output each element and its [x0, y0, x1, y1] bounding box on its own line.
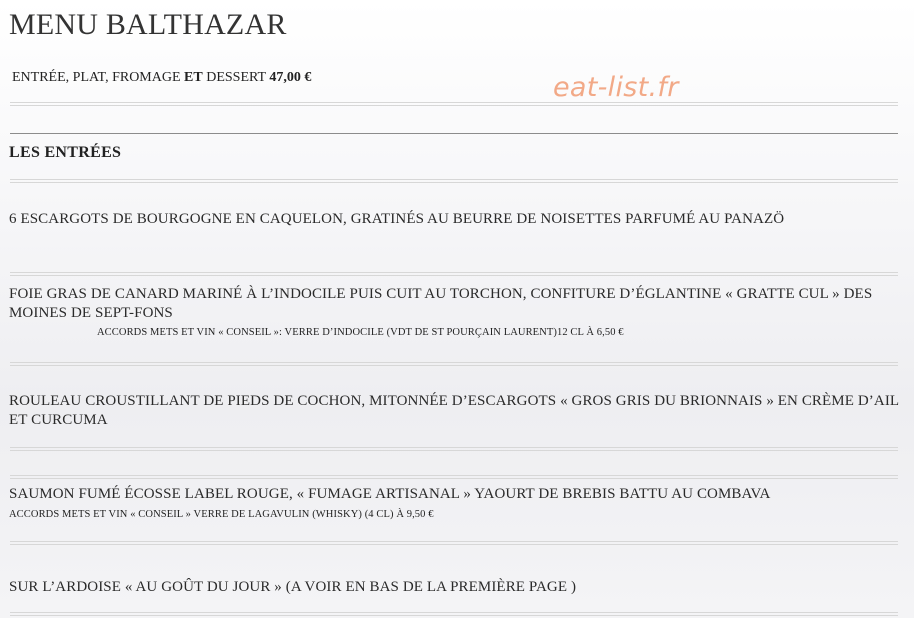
- menu-item: 6 ESCARGOTS DE BOURGOGNE EN CAQUELON, GRATINÉS AU BEURRE DE NOISETTES PARFUMÉ AU PANAZÖ: [9, 211, 785, 227]
- menu-item: FOIE GRAS DE CANARD MARINÉ À L’INDOCILE PUIS CUIT AU TORCHON, CONFITURE D’ÉGLANTINE « GRATTE CUL » DES MOINES DE SEPT-FONS: [9, 286, 873, 321]
- formula-dessert: DESSERT: [202, 70, 270, 85]
- divider: [10, 541, 898, 545]
- formula-price: 47,00 €: [269, 70, 312, 85]
- menu-item: SAUMON FUMÉ ÉCOSSE LABEL ROUGE, « FUMAGE ARTISANAL » YAOURT DE BREBIS BATTU AU COMBAVA: [9, 486, 771, 502]
- divider: [10, 179, 898, 183]
- wine-pairing: ACCORDS METS ET VIN « CONSEIL » VERRE DE LAGAVULIN (WHISKY) (4 CL) À 9,50 €: [9, 509, 434, 520]
- divider: [10, 447, 898, 451]
- watermark: eat-list.fr: [553, 72, 679, 103]
- divider: [10, 612, 898, 616]
- wine-pairing: ACCORDS METS ET VIN « CONSEIL »: VERRE D’INDOCILE (VDT DE ST POURÇAIN LAURENT)12 CL À 6,50 €: [97, 327, 624, 338]
- divider: [10, 362, 898, 366]
- menu-item: SUR L’ARDOISE « AU GOÛT DU JOUR » (A VOIR EN BAS DE LA PREMIÈRE PAGE ): [9, 579, 577, 595]
- menu-item: ROULEAU CROUSTILLANT DE PIEDS DE COCHON, MITONNÉE D’ESCARGOTS « GROS GRIS DU BRIONNAIS » EN CRÈME D’AIL ET CURCUMA: [9, 393, 899, 428]
- menu-title: MENU BALTHAZAR: [9, 8, 287, 41]
- formula-line: [12, 70, 311, 86]
- divider: [10, 475, 898, 479]
- divider: [10, 102, 898, 106]
- formula-and: ET: [184, 70, 203, 85]
- section-rule: [10, 133, 898, 134]
- section-title: LES ENTRÉES: [9, 144, 122, 161]
- divider: [10, 272, 898, 276]
- formula-courses: ENTRÉE, PLAT, FROMAGE: [12, 70, 185, 85]
